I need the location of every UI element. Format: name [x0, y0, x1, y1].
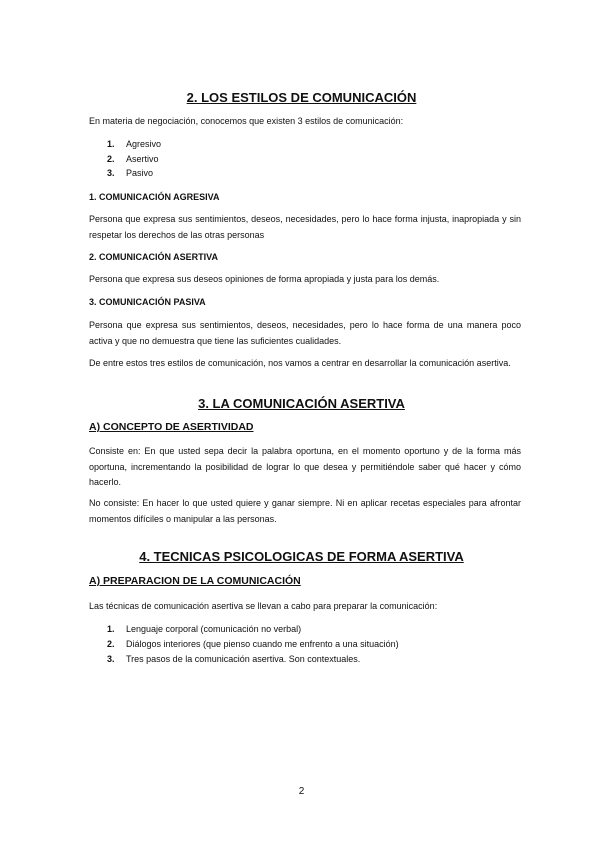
section-3-title: 3. LA COMUNICACIÓN ASERTIVA: [198, 396, 405, 411]
pasiva-heading: 3. COMUNICACIÓN PASIVA: [89, 297, 206, 307]
list-item: 1. Lenguaje corporal (comunicación no verbal): [107, 624, 302, 634]
consiste-text: Consiste en: En que usted sepa decir la palabra oportuna, en el momento oportuno y de la forma más oportuna, incrementando la posibilidad de lograr lo que desea y permitiéndole saber qué hacer y cómo hacerlo.: [89, 446, 521, 487]
asertiva-text: Persona que expresa sus deseos opiniones de forma apropiada y justa para los demás.: [89, 274, 440, 284]
section-2-title: 2. LOS ESTILOS DE COMUNICACIÓN: [186, 90, 417, 105]
section-2-closing: De entre estos tres estilos de comunicación, nos vamos a centrar en desarrollar la comunicación asertiva.: [89, 358, 511, 368]
page-number: 2: [298, 786, 305, 797]
agresiva-text: Persona que expresa sus sentimientos, deseos, necesidades, pero lo hace forma injusta, inapropiada y sin respetar los derechos de las otras personas: [89, 214, 521, 240]
asertiva-heading: 2. COMUNICACIÓN ASERTIVA: [89, 252, 219, 262]
list-item: 2. Asertivo: [107, 154, 159, 164]
list-item: 2. Diálogos interiores (que pienso cuando me enfrento a una situación): [107, 639, 399, 649]
no-consiste-text: No consiste: En hacer lo que usted quiere y ganar siempre. Ni en aplicar recetas especiales para afrontar momentos difíciles o manipular a las personas.: [89, 498, 521, 524]
list-item: 3. Tres pasos de la comunicación asertiva. Son contextuales.: [107, 654, 361, 664]
section-4-subtitle: A) PREPARACION DE LA COMUNICACIÓN: [89, 575, 301, 587]
pasiva-text: Persona que expresa sus sentimientos, deseos, necesidades, pero lo hace forma de una manera poco activa y que no demuestra que tiene las suficientes cualidades.: [89, 320, 521, 346]
section-2-intro: En materia de negociación, conocemos que existen 3 estilos de comunicación:: [89, 116, 404, 126]
section-4-intro: Las técnicas de comunicación asertiva se llevan a cabo para preparar la comunicación:: [89, 601, 438, 611]
list-item: 3. Pasivo: [107, 168, 154, 178]
section-4-title: 4. TECNICAS PSICOLOGICAS DE FORMA ASERTIVA: [139, 549, 464, 564]
agresiva-heading: 1. COMUNICACIÓN AGRESIVA: [89, 192, 220, 202]
section-3-subtitle: A) CONCEPTO DE ASERTIVIDAD: [89, 421, 254, 433]
list-item: 1. Agresivo: [107, 139, 162, 149]
